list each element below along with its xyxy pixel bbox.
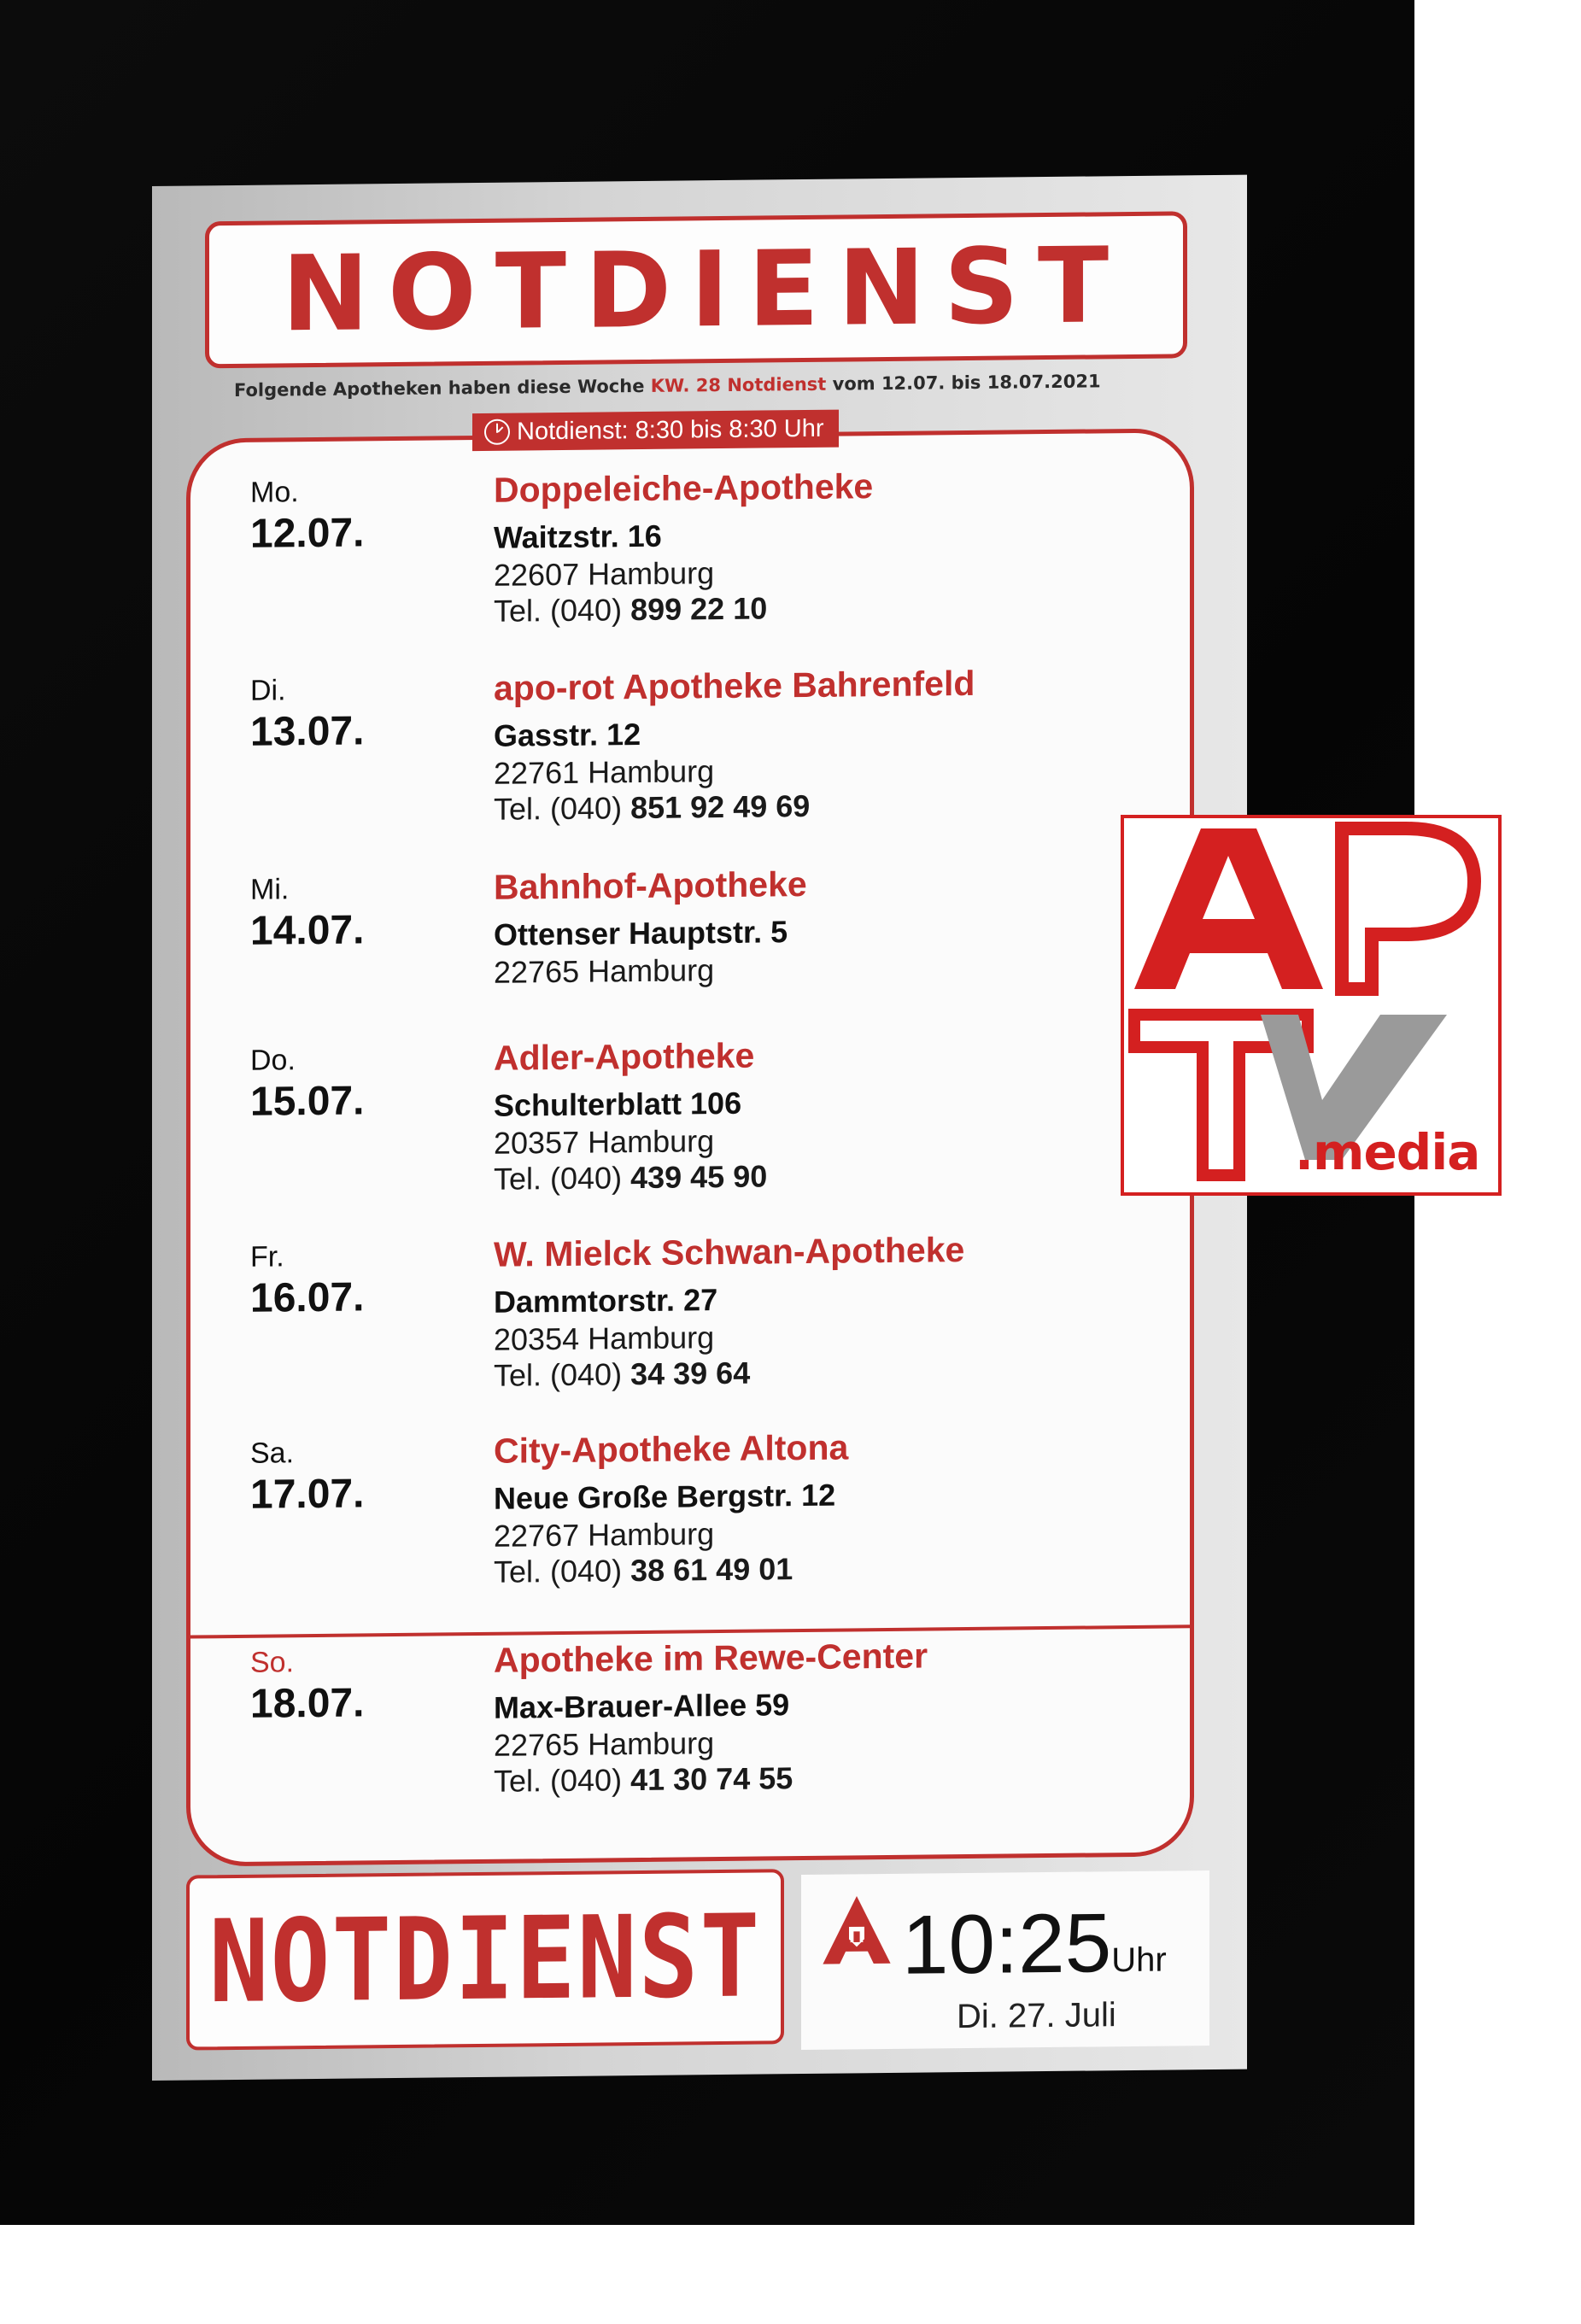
pharmacy-city: 22607 Hamburg [494, 555, 715, 593]
entry-date: 12.07. [250, 510, 365, 557]
entry-weekday: Di. [250, 674, 286, 707]
clock-time [902, 1895, 1167, 1992]
phone-prefix: Tel. (040) [494, 1160, 623, 1197]
subtitle-prefix: Folgende Apotheken haben diese Woche [234, 375, 645, 401]
pharmacy-city: 22761 Hamburg [494, 753, 715, 791]
pharmacy-phone [494, 1551, 793, 1590]
phone-number: 439 45 90 [630, 1158, 768, 1196]
title-banner [205, 211, 1187, 368]
phone-number: 851 92 49 69 [630, 787, 811, 826]
clock-icon [484, 419, 510, 445]
pharmacy-phone [494, 1760, 793, 1800]
entry-weekday: Fr. [250, 1240, 284, 1273]
entry-date: 13.07. [250, 708, 365, 755]
pharmacy-phone [494, 788, 810, 828]
entry-weekday: Mo. [250, 476, 299, 509]
clock-time-value: 10:25 [902, 1895, 1112, 1992]
pharmacy-name: W. Mielck Schwan-Apotheke [494, 1230, 965, 1274]
entry-weekday: Mi. [250, 873, 290, 906]
phone-number: 38 61 49 01 [630, 1551, 793, 1589]
pharmacy-entry [190, 466, 1190, 629]
clock-time-unit: Uhr [1111, 1941, 1167, 1980]
subtitle-week: KW. 28 Notdienst [650, 373, 827, 396]
pharmacy-name: Bahnhof-Apotheke [494, 863, 807, 907]
phone-prefix: Tel. (040) [494, 1553, 623, 1589]
pharmacy-street: Schulterblatt 106 [494, 1085, 742, 1123]
pharmacy-entry [190, 1427, 1190, 1589]
pharmacy-entry [190, 1636, 1190, 1799]
entry-date: 17.07. [250, 1471, 365, 1518]
subtitle-range: vom 12.07. bis 18.07.2021 [832, 371, 1101, 395]
clock-panel [801, 1870, 1209, 2050]
pharmacy-city: 22765 Hamburg [494, 1725, 715, 1763]
pharmacy-list [186, 428, 1194, 1866]
pharmacy-name: apo-rot Apotheke Bahrenfeld [494, 663, 975, 708]
phone-prefix: Tel. (040) [494, 1356, 623, 1393]
entry-weekday: Sa. [250, 1437, 295, 1470]
pharmacy-name: City-Apotheke Altona [494, 1427, 849, 1471]
pharmacy-city: 22767 Hamburg [494, 1516, 715, 1554]
pharmacy-phone [494, 1158, 767, 1197]
display-screen [152, 175, 1247, 2081]
pharmacy-city: 22765 Hamburg [494, 952, 715, 990]
entry-date: 18.07. [250, 1680, 365, 1727]
pharmacy-phone [494, 1355, 750, 1394]
pharmacy-name: Apotheke im Rewe-Center [494, 1636, 928, 1680]
entry-date: 14.07. [250, 907, 365, 954]
pharmacy-name: Adler-Apotheke [494, 1035, 755, 1078]
entry-weekday: Do. [250, 1044, 296, 1077]
phone-number: 899 22 10 [630, 590, 768, 628]
phone-prefix: Tel. (040) [494, 790, 623, 827]
pharmacy-entry [190, 1034, 1190, 1197]
entry-weekday: So. [250, 1646, 295, 1679]
logo-media-text: .media [1295, 1123, 1480, 1181]
pharmacy-city: 20354 Hamburg [494, 1320, 715, 1357]
pharmacy-city: 20357 Hamburg [494, 1123, 715, 1161]
pharmacy-street: Neue Große Bergstr. 12 [494, 1477, 836, 1516]
pharmacy-entry [190, 1230, 1190, 1393]
aptv-media-logo [1121, 815, 1502, 1196]
pharmacy-phone [494, 590, 767, 629]
week-subtitle [234, 370, 1191, 401]
pharmacy-name: Doppeleiche-Apotheke [494, 466, 874, 510]
pharmacy-street: Gasstr. 12 [494, 717, 641, 753]
sunday-divider [190, 1624, 1190, 1638]
phone-number: 41 30 74 55 [630, 1760, 793, 1798]
footer-banner [186, 1869, 784, 2050]
phone-prefix: Tel. (040) [494, 1762, 623, 1799]
pharmacy-street: Ottenser Hauptstr. 5 [494, 914, 788, 952]
clock-date: Di. 27. Juli [957, 1996, 1116, 2036]
pharmacy-entry [190, 863, 1190, 990]
pharmacy-street: Max-Brauer-Allee 59 [494, 1687, 790, 1725]
entry-date: 16.07. [250, 1274, 365, 1321]
pharmacy-entry [190, 663, 1190, 827]
entry-date: 15.07. [250, 1078, 365, 1125]
service-hours-text: Notdienst: 8:30 bis 8:30 Uhr [517, 414, 824, 446]
pharmacy-street: Dammtorstr. 27 [494, 1282, 718, 1320]
pharmacy-street: Waitzstr. 16 [494, 518, 662, 555]
phone-prefix: Tel. (040) [494, 592, 623, 629]
phone-number: 34 39 64 [630, 1355, 751, 1392]
apotheke-a-icon [818, 1893, 895, 1970]
service-hours-badge [472, 410, 839, 451]
footer-title: NOTDIENST [208, 1889, 762, 2028]
page-title: NOTDIENST [281, 225, 1128, 355]
